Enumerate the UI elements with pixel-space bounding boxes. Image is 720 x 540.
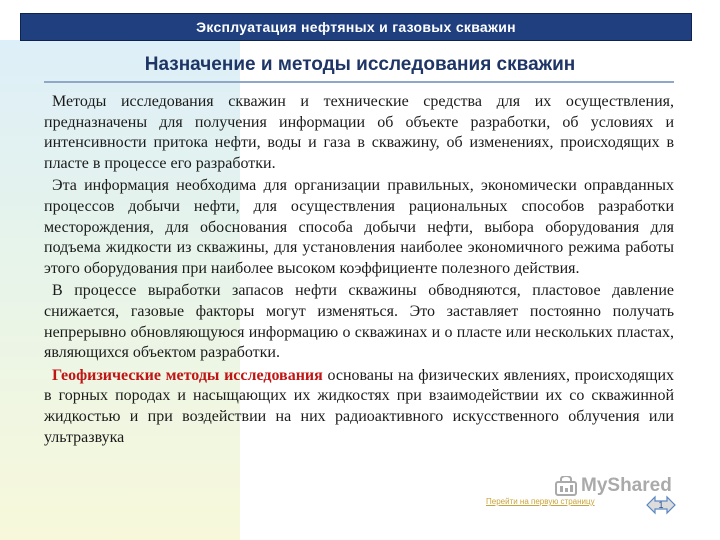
- paragraph-geophysical: [44, 366, 674, 448]
- geophysical-methods-text: основаны на физических явлениях, происходящих в горных породах и насыщающих их жидкостях при взаимодействии их со скважинной жидкостью и при воздействии на них радиоактивного искусственного облучения или ультразвука: [44, 366, 675, 446]
- header-title: Эксплуатация нефтяных и газовых скважин: [196, 19, 516, 35]
- first-page-link[interactable]: Перейти на первую страницу: [486, 497, 595, 506]
- paragraph-information: Эта информация необходима для организации правильных, экономически оправданных процессов добычи нефти, для осуществления рациональных способов разработки месторождения, для обоснования способа добычи нефти, выбора оборудования для подъема жидкости из скважины, для установления наиболее экономичного режима работы этого оборудования при наиболее высоком коэффициенте полезного действия.: [44, 177, 674, 277]
- slide-body: [44, 92, 674, 450]
- slide-title: Назначение и методы исследования скважин: [144, 54, 576, 75]
- paragraph-methods: Методы исследования скважин и технические средства для их осуществления, предназначены для получения информации об объекте разработки, об условиях и интенсивности притока нефти, воды и газа в скважину, об изменениях, происходящих в пласте в процессе его разработки.: [44, 93, 674, 172]
- svg-text:1: 1: [658, 500, 664, 510]
- geophysical-methods-term: Геофизические методы исследования: [52, 366, 323, 384]
- watermark-text: MyShared: [581, 475, 672, 496]
- header-bar: [20, 13, 692, 41]
- arrow-nav-icon[interactable]: [644, 494, 678, 516]
- title-divider: [44, 81, 674, 83]
- myshared-logo-icon: [555, 476, 577, 496]
- paragraph-depletion: В процессе выработки запасов нефти скважины обводняются, пластовое давление снижается, газовые факторы могут изменяться. Это заставляет постоянно получать непрерывно обновляющуюся информацию о скважинах и о пласте или нескольких пластах, являющихся объектом разработки.: [44, 282, 674, 362]
